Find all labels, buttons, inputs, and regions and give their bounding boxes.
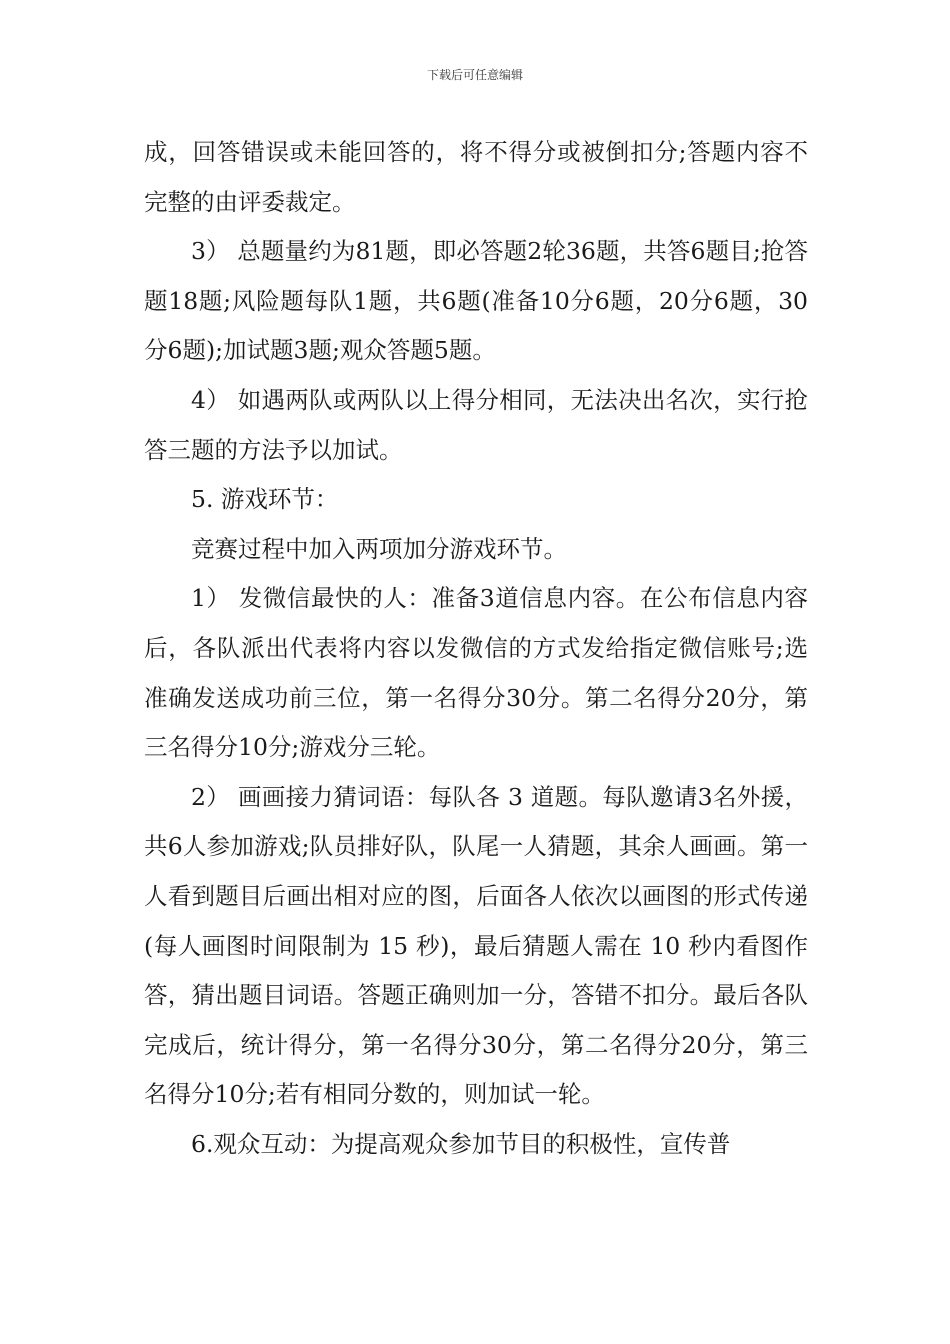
- page-header-note: 下载后可任意编辑: [426, 68, 523, 82]
- paragraph-audience: 6.观众互动：为提高观众参加节目的积极性，宣传普: [191, 1129, 731, 1158]
- document-body: [144, 128, 808, 1169]
- paragraph-rule-3: 3） 总题量约为81题，即必答题2轮36题，共答6题目;抢答题18题;风险题每队1题，共6题(准备10分6题，20分6题，30分6题);加试题3题;观众答题5题。: [144, 237, 808, 365]
- paragraph-rule-4: 4） 如遇两队或两队以上得分相同，无法决出名次，实行抢答三题的方法予以加试。: [144, 385, 808, 464]
- section-heading-game: 5. 游戏环节：: [191, 485, 339, 514]
- paragraph-game-intro: 竞赛过程中加入两项加分游戏环节。: [191, 534, 567, 563]
- paragraph-continuation: 成，回答错误或未能回答的，将不得分或被倒扣分;答题内容不完整的由评委裁定。: [144, 138, 808, 216]
- paragraph-game-1: 1） 发微信最快的人：准备3道信息内容。在公布信息内容后，各队派出代表将内容以发微信的方式发给指定微信账号;选准确发送成功前三位，第一名得分30分。第二名得分20分，第三名得分10分;游戏分三轮。: [144, 584, 808, 762]
- paragraph-game-2: 2） 画画接力猜词语：每队各 3 道题。每队邀请3名外援，共6人参加游戏;队员排好队，队尾一人猜题，其余人画画。第一人看到题目后画出相对应的图，后面各人依次以画图的形式传递(每人画图时间限制为 15 秒)，最后猜题人需在 10 秒内看图作答，猜出题目词语。答题正确则加一分，答错不扣分。最后各队完成后，统计得分，第一名得分30分，第二名得分20分，第三名得分10分;若有相同分数的，则加试一轮。: [144, 782, 808, 1109]
